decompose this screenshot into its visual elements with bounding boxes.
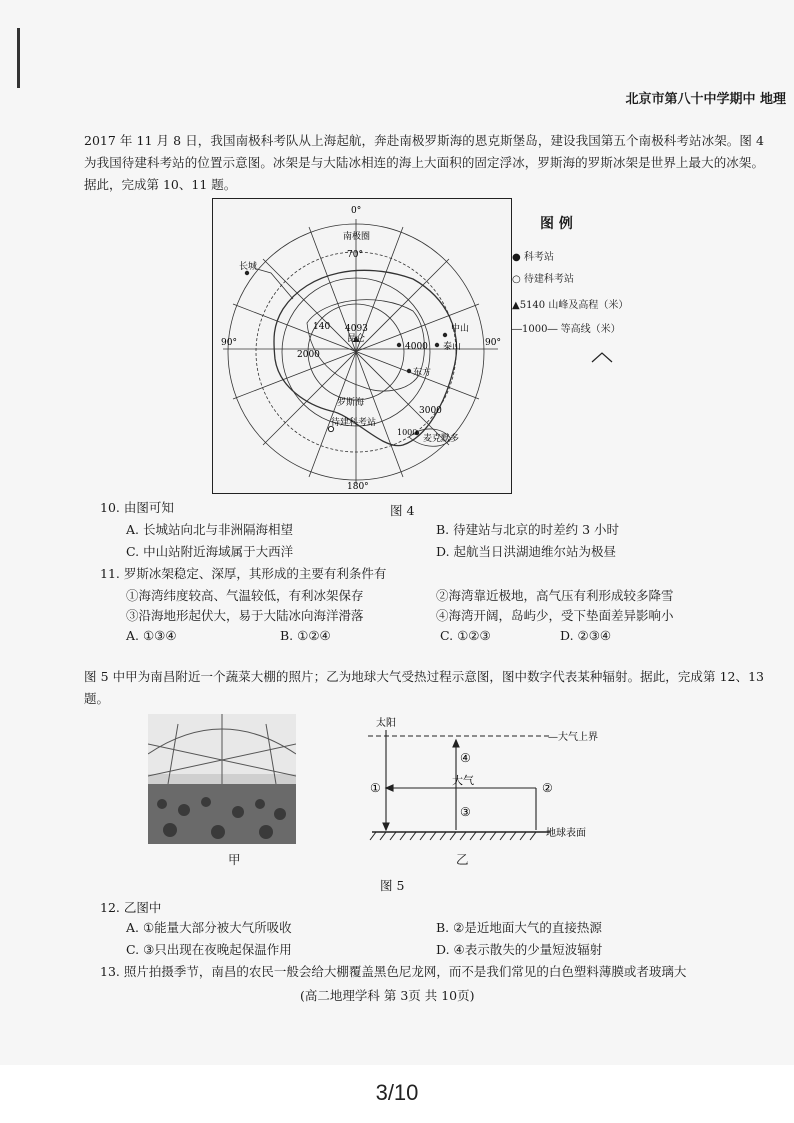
legend-contour-label: 等高线（米） xyxy=(560,324,621,335)
q10-option-d: D. 起航当日洪湖迪维尔站为极昼 xyxy=(436,544,617,559)
meridian-90w-label: 90° xyxy=(221,338,237,348)
q11-stem: 11. 罗斯冰架稳定、深厚，其形成的主要有利条件有 xyxy=(100,566,387,581)
q10-stem: 10. 由图可知 xyxy=(100,500,174,515)
elev-140-label: 140 xyxy=(313,322,331,332)
elev-2000-label: 2000 xyxy=(297,350,320,360)
zhongshan-label: 中山 xyxy=(451,324,470,334)
q11-statement-1: ①海湾纬度较高、气温较低，有利冰架保存 xyxy=(126,588,364,603)
page-footer: (高二地理学科 第 3页 共 10页) xyxy=(300,988,475,1003)
elev-1000-label: 1000 xyxy=(397,428,418,437)
meridian-90e-label: 90° xyxy=(485,338,501,348)
legend-planned-label: 待建科考站 xyxy=(523,274,574,285)
q11-option-c: C. ①②③ xyxy=(440,628,491,643)
legend-peak: ▲5140 山峰及高程（米） xyxy=(512,300,629,311)
legend-planned: ○ 待建科考站 xyxy=(512,274,574,285)
q11-option-b: B. ①②④ xyxy=(280,628,331,643)
planned-station-label: 待建科考站 xyxy=(331,418,377,428)
q10-option-c: C. 中山站附近海域属于大西洋 xyxy=(126,544,294,559)
sun-label: 太阳 xyxy=(376,718,396,729)
map-drawing xyxy=(213,199,511,493)
legend-station-label: 科考站 xyxy=(523,252,554,263)
header-title: 北京市第八十中学期中 地理 xyxy=(625,92,786,107)
changcheng-label: 长城 xyxy=(239,262,258,272)
radiation-3-label: ③ xyxy=(460,805,471,819)
ross-sea-label: 罗斯海 xyxy=(337,398,365,408)
kunlun-label: 昆仑 xyxy=(347,334,366,344)
q13-stem: 13. 照片拍摄季节，南昌的农民一般会给大棚覆盖黑色尼龙网，而不是我们常见的白色塑料薄膜或者玻璃大 xyxy=(100,964,687,979)
intro-paragraph-1: 2017 年 11 月 8 日，我国南极科考队从上海起航，奔赴南极罗斯海的恩克斯堡岛，建设我国第五个南极科考站冰架。图 4 为我国待建科考站的位置示意图。冰架是与大陆冰相连的海上大面积的固定浮冰，罗斯海的罗斯冰架是世界上最大的冰架。据此，完成第 10、11 题。 xyxy=(84,133,764,192)
q10-option-b: B. 待建站与北京的时差约 3 小时 xyxy=(436,522,620,537)
antarctica-map xyxy=(212,198,512,494)
legend-title: 图 例 xyxy=(540,216,573,232)
radiation-2-label: ② xyxy=(542,781,553,795)
q10-option-a: A. 长城站向北与非洲隔海相望 xyxy=(126,522,293,537)
q11-option-d: D. ②③④ xyxy=(560,628,612,643)
radiation-1-label: ① xyxy=(370,781,381,795)
meridian-0-label: 0° xyxy=(351,206,362,216)
legend-peak-label: 5140 山峰及高程（米） xyxy=(519,300,629,311)
meridian-180-label: 180° xyxy=(347,482,369,492)
q11-option-a: A. ①③④ xyxy=(126,628,177,643)
atmosphere-label: 大气 xyxy=(452,774,474,787)
q12-option-a: A. ①能量大部分被大气所吸收 xyxy=(126,920,292,935)
atmospheric-heating-diagram xyxy=(360,712,620,848)
mcmurdo-label: 麦克默多 xyxy=(423,434,460,444)
taishan-label: 泰山 xyxy=(443,342,462,352)
q12-option-d: D. ④表示散失的少量短波辐射 xyxy=(436,942,603,957)
elev-4000-label: 4000 xyxy=(405,342,428,352)
page-number: 3/10 xyxy=(375,1080,419,1105)
kunlun-elev-label: 4093 xyxy=(345,324,368,334)
earth-surface-label: 地球表面 xyxy=(546,828,586,839)
upper-boundary-label: 大气上界 xyxy=(558,732,598,743)
polar-circle-label: 南极圈 xyxy=(343,232,371,242)
greenhouse-photo xyxy=(148,714,296,844)
q11-statement-2: ②海湾靠近极地，高气压有利形成较多降雪 xyxy=(436,588,674,603)
figure-5-caption: 图 5 xyxy=(380,878,405,893)
photo-label-jia: 甲 xyxy=(228,852,241,867)
lat-70-label: 70° xyxy=(347,250,363,260)
svg-text:—: — xyxy=(548,732,558,743)
figure-4-caption: 图 4 xyxy=(390,503,415,518)
intro-paragraph-2: 图 5 中甲为南昌附近一个蔬菜大棚的照片；乙为地球大气受热过程示意图，图中数字代表某种辐射。据此，完成第 12、13 题。 xyxy=(84,669,764,706)
legend-contour-value: 1000 xyxy=(522,324,548,335)
dongfang-label: 东方 xyxy=(413,368,432,378)
margin-mark xyxy=(17,28,20,88)
stray-mark xyxy=(590,350,614,364)
q12-stem: 12. 乙图中 xyxy=(100,900,162,915)
legend-contour: ―1000― 等高线（米） xyxy=(512,324,621,335)
q11-statement-4: ④海湾开阔，岛屿少，受下垫面差异影响小 xyxy=(436,608,674,623)
q12-option-b: B. ②是近地面大气的直接热源 xyxy=(436,920,602,935)
elev-3000-label: 3000 xyxy=(419,406,442,416)
diagram-label-yi: 乙 xyxy=(456,852,469,867)
q11-statement-3: ③沿海地形起伏大，易于大陆冰向海洋滑落 xyxy=(126,608,364,623)
legend-station: ● 科考站 xyxy=(512,252,554,263)
q12-option-c: C. ③只出现在夜晚起保温作用 xyxy=(126,942,292,957)
radiation-4-label: ④ xyxy=(460,751,471,765)
